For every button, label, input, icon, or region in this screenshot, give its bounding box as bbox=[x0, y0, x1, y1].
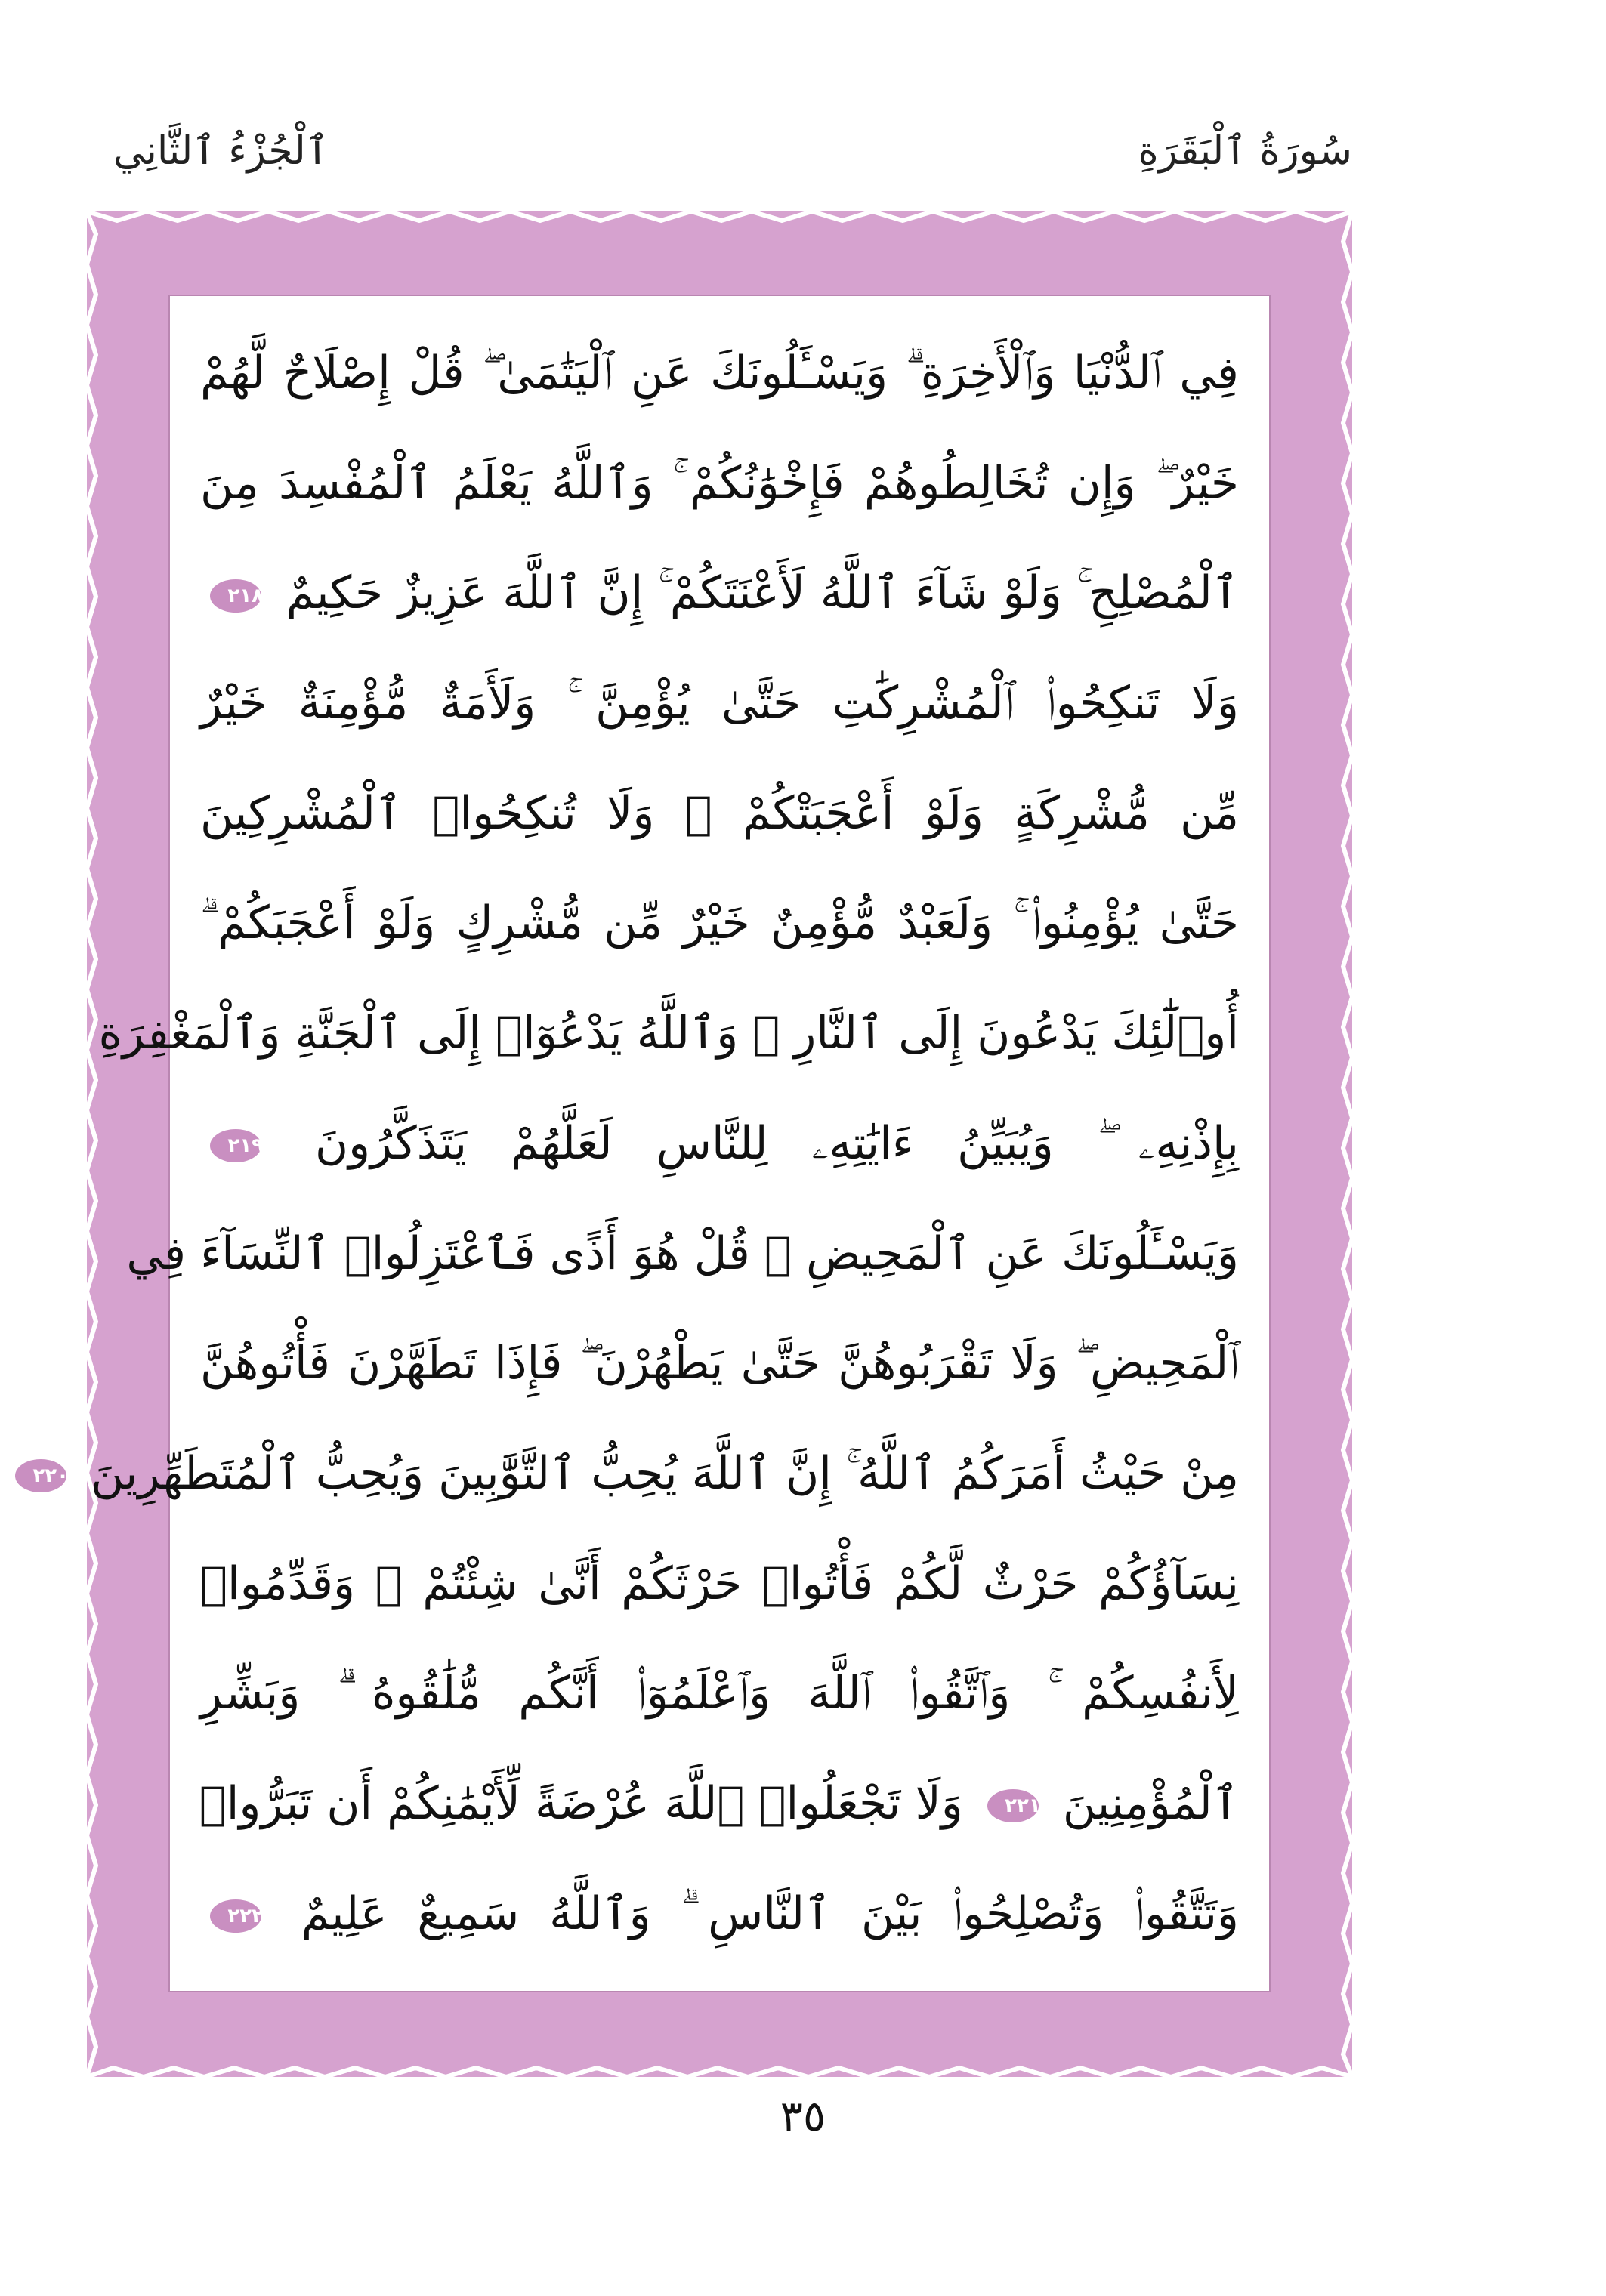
text-line-14: ٱلْمُؤْمِنِينَ ٢٢١ وَلَا تَجْعَلُوا۟ ٱللَّهَ عُرْضَةً لِّأَيْمَٰنِكُمْ أَن تَبَرُّوا۟ bbox=[199, 1776, 1239, 1830]
text-line-12: نِسَآؤُكُمْ حَرْثٌ لَّكُمْ فَأْتُوا۟ حَرْثَكُمْ أَنَّىٰ شِئْتُمْ ۖ وَقَدِّمُوا۟ bbox=[200, 1557, 1239, 1610]
juz-name: ٱلْجُزْءُ ٱلثَّانِي bbox=[113, 128, 329, 174]
text-line-2: خَيْرٌ ۖ وَإِن تُخَالِطُوهُمْ فَإِخْوَٰنُكُمْ ۚ وَٱللَّهُ يَعْلَمُ ٱلْمُفْسِدَ مِنَ bbox=[200, 456, 1239, 510]
text-line-11: مِنْ حَيْثُ أَمَرَكُمُ ٱللَّهُ ۚ إِنَّ ٱللَّهَ يُحِبُّ ٱلتَّوَّٰبِينَ وَيُحِبُّ ٱلْمُتَطَهِّرِينَ ٢٢٠ bbox=[200, 1419, 1239, 1529]
text-line-1: فِي ٱلدُّنْيَا وَٱلْأَخِرَةِ ۗ وَيَسْـَٔلُونَكَ عَنِ ٱلْيَتَٰمَىٰ ۖ قُلْ إِصْلَاحٌ لَّهُمْ bbox=[200, 347, 1239, 400]
ayah-marker-218: ٢١٨ bbox=[208, 576, 264, 616]
text-line-5: مِّن مُّشْرِكَةٍ وَلَوْ أَعْجَبَتْكُمْ ۗ وَلَا تُنكِحُوا۟ ٱلْمُشْرِكِينَ bbox=[200, 786, 1239, 840]
page-frame bbox=[32, 211, 1352, 2077]
page-number: ٣٥ bbox=[780, 2092, 826, 2141]
text-line-3: ٱلْمُصْلِحِ ۚ وَلَوْ شَآءَ ٱللَّهُ لَأَعْنَتَكُمْ ۚ إِنَّ ٱللَّهَ عَزِيزٌ حَكِيمٌ ٢١٨ bbox=[200, 539, 1239, 649]
ayah-marker-220: ٢٢٠ bbox=[13, 1455, 69, 1496]
text-line-10: ٱلْمَحِيضِ ۖ وَلَا تَقْرَبُوهُنَّ حَتَّىٰ يَطْهُرْنَ ۖ فَإِذَا تَطَهَّرْنَ فَأْتُوهُنَّ bbox=[200, 1337, 1239, 1390]
ayah-marker-219: ٢١٩ bbox=[208, 1125, 264, 1166]
ayah-marker-222: ٢٢٢ bbox=[208, 1896, 264, 1936]
quran-text bbox=[32, 319, 1239, 1968]
page-header bbox=[113, 113, 1352, 189]
text-line-15: وَتَتَّقُوا۟ وَتُصْلِحُوا۟ بَيْنَ ٱلنَّاسِ ۗ وَٱللَّهُ سَمِيعٌ عَلِيمٌ ٢٢٢ bbox=[200, 1859, 1239, 1970]
text-line-4: وَلَا تَنكِحُوا۟ ٱلْمُشْرِكَٰتِ حَتَّىٰ يُؤْمِنَّ ۚ وَلَأَمَةٌ مُّؤْمِنَةٌ خَيْرٌ bbox=[200, 677, 1239, 730]
text-line-9: وَيَسْـَٔلُونَكَ عَنِ ٱلْمَحِيضِ ۖ قُلْ هُوَ أَذًى فَٱعْتَزِلُوا۟ ٱلنِّسَآءَ فِي bbox=[126, 1227, 1239, 1280]
text-panel bbox=[32, 295, 1271, 1992]
text-line-6: حَتَّىٰ يُؤْمِنُوا۟ ۚ وَلَعَبْدٌ مُّؤْمِنٌ خَيْرٌ مِّن مُّشْرِكٍ وَلَوْ أَعْجَبَكُمْ ۗ bbox=[200, 896, 1239, 950]
text-line-7: أُو۟لَٰٓئِكَ يَدْعُونَ إِلَى ٱلنَّارِ ۖ وَٱللَّهُ يَدْعُوٓا۟ إِلَى ٱلْجَنَّةِ وَٱلْمَغْفِرَةِ bbox=[98, 1007, 1239, 1060]
text-line-13: لِأَنفُسِكُمْ ۚ وَٱتَّقُوا۟ ٱللَّهَ وَٱعْلَمُوٓا۟ أَنَّكُم مُّلَٰقُوهُ ۗ وَبَشِّرِ bbox=[200, 1667, 1239, 1720]
text-line-8: بِإِذْنِهِۦ ۖ وَيُبَيِّنُ ءَايَٰتِهِۦ لِلنَّاسِ لَعَلَّهُمْ يَتَذَكَّرُونَ ٢١٩ bbox=[200, 1089, 1239, 1199]
surah-name: سُورَةُ ٱلْبَقَرَةِ bbox=[1138, 128, 1352, 174]
ayah-marker-221: ٢٢١ bbox=[985, 1785, 1041, 1826]
